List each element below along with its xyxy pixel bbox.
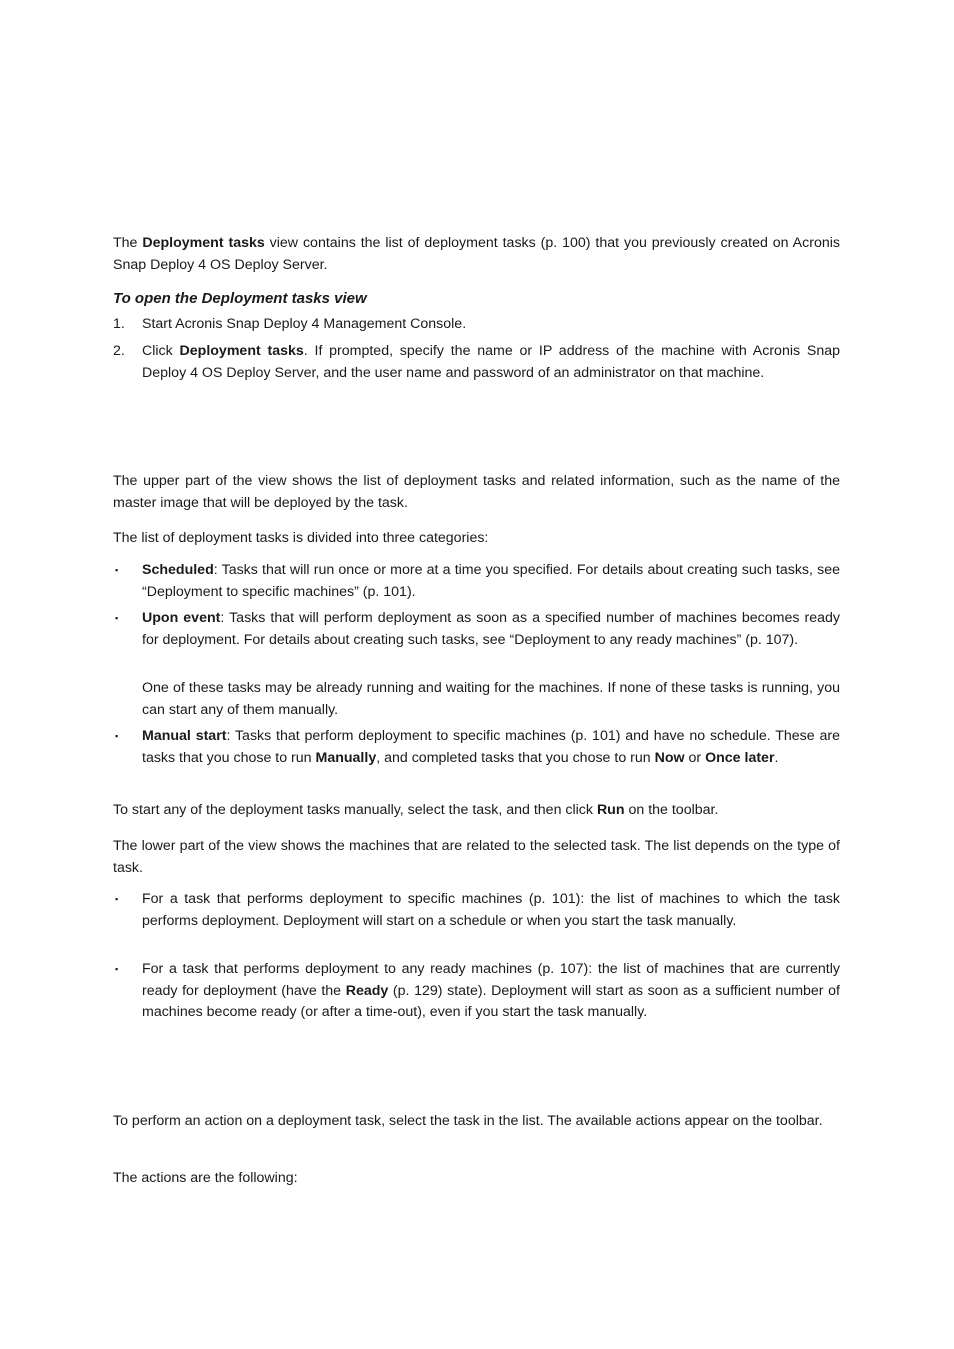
text-run: , and completed tasks that you chose to run [376, 749, 655, 766]
category-scheduled [113, 560, 840, 603]
step-text-post: . If prompted, specify the name or IP address of the machine with Acronis Snap Deploy 4 OS Deploy Server, and the user name and password of an administrator on that machine. [142, 343, 840, 381]
category-text [142, 726, 840, 769]
upper-part-paragraph: The upper part of the view shows the list of deployment tasks and related information, such as the name of the master image that will be deployed by the task. [113, 473, 840, 511]
category-description: : Tasks that will perform deployment as soon as a specified number of machines becomes ready for deployment. For details about creating such tasks, see “Deployment to any ready machines” (p. 107). [142, 610, 840, 648]
step-number: 1. [113, 316, 125, 332]
bullet-icon: ▪ [115, 964, 119, 974]
category-name: Upon event [142, 610, 221, 626]
actions-intro: To perform an action on a deployment task, select the task in the list. The available actions appear on the toolbar. [113, 1113, 823, 1129]
categories-intro: The list of deployment tasks is divided into three categories: [113, 530, 489, 546]
intro-text-pre: The [113, 235, 143, 251]
category-name: Manual start [142, 728, 227, 744]
step-1 [113, 314, 840, 336]
text-run: For a task that performs deployment to any ready machines (p. 107): the list of machines that are currently ready for deployment (have the [142, 961, 840, 999]
step-text-pre: Click [142, 343, 180, 359]
task-type-text: For a task that performs deployment to specific machines (p. 101): the list of machines to which the task performs deployment. Deployment will start on a schedule or when you start the task manually. [142, 891, 840, 929]
text-run: : Tasks that perform deployment to specific machines (p. 101) and have no schedule. These are tasks that you chose to run [142, 728, 840, 766]
category-upon-event [113, 608, 840, 651]
text-run: (p. 129) state). Deployment will start as soon as a sufficient number of machines become ready (or after a time-out), even if you start the task manually. [142, 982, 840, 1020]
intro-paragraph [113, 233, 840, 276]
step-bold-term: Deployment tasks [179, 343, 304, 359]
text-run: or [684, 749, 706, 766]
step-text [142, 341, 840, 384]
bold-term: Manually [315, 749, 377, 766]
step-number: 2. [113, 343, 125, 359]
task-type-text [142, 959, 840, 1024]
task-type-specific [113, 889, 840, 932]
intro-bold-term: Deployment tasks [142, 235, 265, 251]
intro-text-post: view contains the list of deployment tasks (p. 100) that you previously created on Acronis Snap Deploy 4 OS Deploy Server. [113, 235, 840, 273]
text-run: To start any of the deployment tasks manually, select the task, and then click [113, 802, 597, 818]
bullet-icon: ▪ [115, 565, 119, 575]
category-text [142, 560, 840, 603]
lower-part-paragraph: The lower part of the view shows the machines that are related to the selected task. The list depends on the type of task. [113, 838, 840, 876]
upon-event-note: One of these tasks may be already running and waiting for the machines. If none of these tasks is running, you can start any of them manually. [142, 680, 840, 718]
bullet-icon: ▪ [115, 613, 119, 623]
task-type-any-ready [113, 959, 840, 1024]
bold-term: Run [596, 802, 625, 818]
bold-term: Now [654, 749, 685, 766]
bold-term: Once later [705, 749, 775, 766]
category-description: : Tasks that will run once or more at a time you specified. For details about creating such tasks, see “Deployment to specific machines” (p. 101). [142, 562, 840, 600]
step-2 [113, 341, 840, 384]
category-name: Scheduled [142, 562, 214, 578]
bullet-icon: ▪ [115, 894, 119, 904]
text-run: . [774, 749, 779, 766]
text-run: on the toolbar. [624, 802, 719, 818]
actions-following: The actions are the following: [113, 1170, 298, 1186]
bullet-icon: ▪ [115, 731, 119, 741]
run-paragraph [113, 800, 840, 822]
step-text: Start Acronis Snap Deploy 4 Management Console. [142, 316, 467, 332]
category-text [142, 608, 840, 651]
bold-term: Ready [345, 982, 389, 999]
category-manual-start [113, 726, 840, 769]
open-view-heading: To open the Deployment tasks view [113, 290, 367, 307]
